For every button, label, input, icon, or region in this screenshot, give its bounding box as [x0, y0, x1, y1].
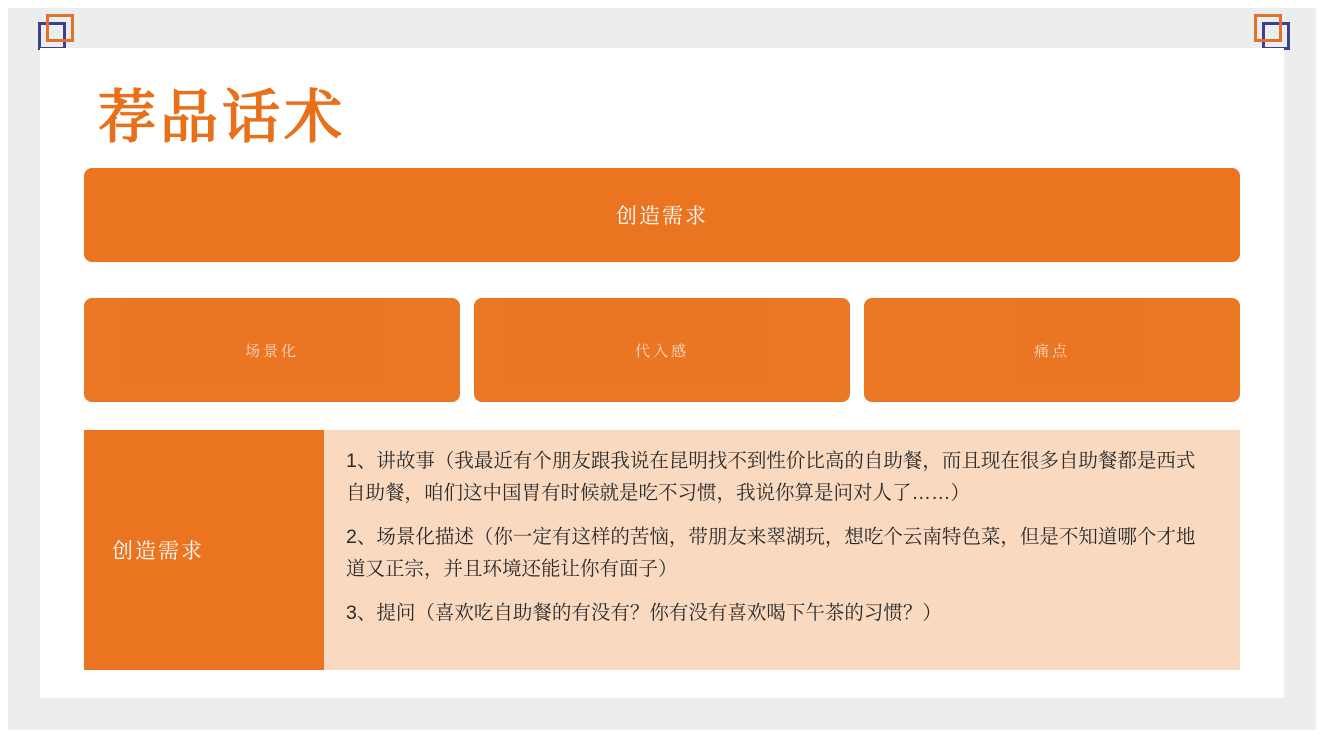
pill-scenario: [84, 298, 460, 402]
pill-painpoint: [864, 298, 1240, 402]
content-row-body: [324, 430, 1240, 670]
banner-label: 创造需求: [616, 205, 708, 228]
pill-row: [84, 298, 1240, 402]
content-row-label: 创造需求: [84, 430, 324, 670]
page-title: 荐品话术: [98, 85, 347, 150]
content-paragraph: 2、场景化描述（你一定有这样的苦恼，带朋友来翠湖玩，想吃个云南特色菜，但是不知道哪个才地道又正宗，并且环境还能让你有面子）: [346, 526, 1196, 580]
pill-label: 代入感: [634, 342, 689, 360]
content-paragraph: 1、讲故事（我最近有个朋友跟我说在昆明找不到性价比高的自助餐，而且现在很多自助餐都是西式自助餐，咱们这中国胃有时候就是吃不习惯，我说你算是问对人了……）: [346, 450, 1196, 504]
slide-body: [40, 48, 1284, 698]
corner-decoration-top-left-icon: [38, 14, 72, 48]
slide-frame: [8, 8, 1316, 730]
corner-square-orange-icon: [46, 14, 74, 42]
corner-square-orange-icon: [1254, 14, 1282, 42]
pill-label: 场景化: [244, 342, 299, 360]
pill-label: 痛点: [1033, 342, 1070, 360]
banner-create-demand: [84, 168, 1240, 262]
pill-immersion: [474, 298, 850, 402]
content-paragraph: 3、提问（喜欢吃自助餐的有没有？你有没有喜欢喝下午茶的习惯？）: [346, 602, 942, 625]
content-row: [84, 430, 1240, 670]
corner-decoration-top-right-icon: [1254, 14, 1288, 48]
